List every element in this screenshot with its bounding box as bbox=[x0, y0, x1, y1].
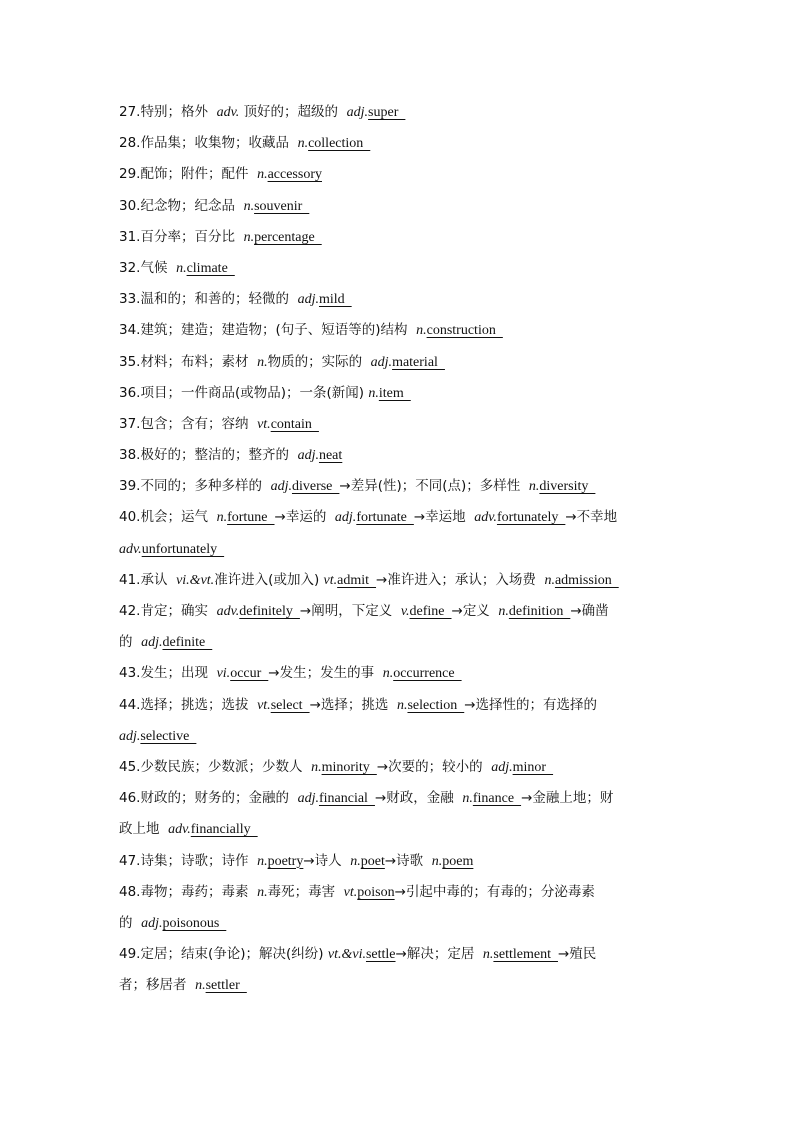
answer-word: poison bbox=[357, 884, 395, 900]
part-of-speech: n. bbox=[257, 853, 268, 869]
entry-number: 49. bbox=[119, 946, 141, 963]
part-of-speech: n. bbox=[257, 884, 268, 900]
entry-number: 43. bbox=[119, 665, 141, 682]
chinese-definition: 准许进入(或加入) bbox=[214, 571, 320, 588]
chinese-definition: 选择；挑选 bbox=[320, 696, 389, 713]
arrow: → bbox=[299, 603, 312, 619]
entry-number: 38. bbox=[119, 447, 141, 464]
entry-number: 44. bbox=[119, 696, 141, 713]
answer-word: occur bbox=[230, 666, 269, 682]
chinese-definition: 引起中毒的；有毒的；分泌毒素 bbox=[405, 883, 595, 900]
part-of-speech: adj. bbox=[141, 915, 163, 931]
arrow: → bbox=[521, 790, 533, 807]
chinese-definition: 差异(性)；不同(点)；多样性 bbox=[350, 478, 521, 495]
arrow: → bbox=[339, 478, 351, 495]
entry-line bbox=[119, 128, 679, 159]
entry-number: 27. bbox=[119, 104, 141, 120]
part-of-speech: n. bbox=[528, 479, 540, 495]
chinese-definition: 配饰；附件；配件 bbox=[140, 166, 249, 183]
answer-word: select bbox=[270, 697, 310, 713]
part-of-speech: adj. bbox=[346, 105, 369, 120]
entry-number: 32. bbox=[119, 259, 141, 276]
chinese-definition: 项目；一件商品(或物品)；一条(新闻) bbox=[140, 384, 365, 401]
spacer bbox=[235, 229, 244, 245]
entry-line bbox=[119, 97, 679, 128]
chinese-definition: 作品集；收集物；收藏品 bbox=[140, 135, 289, 152]
entry-line bbox=[119, 347, 679, 378]
part-of-speech: n. bbox=[216, 510, 228, 526]
entry-line bbox=[119, 627, 679, 658]
spacer bbox=[474, 946, 483, 962]
part-of-speech: vt. bbox=[323, 572, 338, 588]
entry-line bbox=[119, 409, 679, 440]
entry-line bbox=[119, 534, 679, 565]
answer-word: settlement bbox=[493, 947, 558, 963]
entry-number: 30. bbox=[119, 197, 141, 214]
part-of-speech: adj. bbox=[270, 479, 292, 495]
answer-word: contain bbox=[270, 416, 319, 432]
spacer bbox=[248, 354, 257, 370]
answer-word: percentage bbox=[254, 229, 322, 245]
spacer bbox=[133, 915, 142, 931]
part-of-speech: n. bbox=[257, 354, 268, 370]
entry-line bbox=[119, 721, 679, 752]
part-of-speech: n. bbox=[297, 136, 309, 152]
spacer bbox=[262, 478, 271, 494]
entry-number: 42. bbox=[119, 603, 141, 619]
arrow: → bbox=[309, 696, 321, 713]
spacer bbox=[374, 665, 383, 681]
answer-word: accessory bbox=[267, 167, 322, 183]
answer-word: settler bbox=[205, 978, 247, 994]
answer-word: finance bbox=[472, 791, 522, 807]
chinese-definition: 确凿 bbox=[581, 603, 609, 619]
entry-line bbox=[119, 191, 679, 222]
chinese-definition: 百分率；百分比 bbox=[140, 228, 235, 245]
part-of-speech: vi. bbox=[216, 666, 231, 682]
chinese-definition: 毒物；毒药；毒素 bbox=[140, 883, 249, 900]
spacer bbox=[466, 509, 475, 525]
part-of-speech: adj. bbox=[370, 354, 393, 370]
chinese-definition: 诗人 bbox=[314, 852, 342, 869]
chinese-definition: 顶好的；超级的 bbox=[243, 104, 339, 120]
chinese-definition: 包含；含有；容纳 bbox=[140, 415, 249, 432]
entry-number: 36. bbox=[119, 384, 141, 401]
spacer bbox=[208, 603, 217, 619]
chinese-definition: 特别；格外 bbox=[140, 104, 208, 120]
spacer bbox=[483, 759, 492, 775]
part-of-speech: vt. bbox=[257, 416, 271, 432]
part-of-speech: vt.&vi. bbox=[327, 947, 366, 963]
arrow: → bbox=[395, 946, 407, 963]
chinese-definition: 定义 bbox=[462, 603, 490, 619]
entry-number: 45. bbox=[119, 758, 141, 775]
chinese-definition: 解决；定居 bbox=[406, 946, 475, 963]
answer-word: fortunately bbox=[496, 510, 566, 526]
part-of-speech: n. bbox=[176, 260, 187, 276]
answer-word: diverse bbox=[291, 479, 340, 495]
chinese-definition: 选择；挑选；选拔 bbox=[140, 696, 249, 713]
part-of-speech: adv. bbox=[168, 822, 191, 838]
spacer bbox=[208, 104, 217, 120]
chinese-definition: 温和的；和善的；轻微的 bbox=[140, 291, 289, 308]
chinese-definition: 气候 bbox=[140, 259, 168, 276]
answer-word: definite bbox=[162, 635, 213, 651]
part-of-speech: n. bbox=[368, 385, 379, 401]
entry-number: 28. bbox=[119, 135, 141, 152]
answer-word: material bbox=[392, 354, 445, 370]
entry-line bbox=[119, 565, 679, 596]
entry-number: 34. bbox=[119, 322, 141, 339]
chinese-definition: 承认 bbox=[140, 571, 168, 588]
answer-word: fortunate bbox=[356, 510, 414, 526]
entry-line bbox=[119, 690, 679, 721]
entry-number: 47. bbox=[119, 852, 141, 869]
answer-word: poetry bbox=[267, 853, 304, 869]
entry-number: 48. bbox=[119, 883, 141, 900]
part-of-speech: n. bbox=[311, 759, 322, 775]
chinese-definition: 物质的；实际的 bbox=[267, 353, 363, 370]
answer-word: financially bbox=[190, 822, 258, 838]
part-of-speech: n. bbox=[257, 167, 268, 183]
answer-word: definition bbox=[508, 604, 571, 619]
chinese-definition: 建筑；建造；建造物；(句子、短语等的)结构 bbox=[140, 322, 408, 339]
part-of-speech: adj. bbox=[141, 635, 163, 651]
chinese-definition: 毒死；毒害 bbox=[267, 883, 336, 900]
part-of-speech: n. bbox=[482, 947, 494, 963]
entry-number: 35. bbox=[119, 353, 141, 370]
entry-line bbox=[119, 752, 679, 783]
chinese-definition: 机会；运气 bbox=[140, 509, 208, 526]
chinese-definition: 幸运的 bbox=[285, 509, 327, 526]
spacer bbox=[248, 853, 257, 869]
answer-word: poet bbox=[360, 853, 385, 869]
part-of-speech: adj. bbox=[119, 728, 141, 744]
spacer bbox=[362, 354, 371, 370]
entry-line bbox=[119, 908, 679, 939]
part-of-speech: n. bbox=[243, 229, 255, 245]
entry-number: 33. bbox=[119, 291, 141, 308]
chinese-definition: 财政的；财务的；金融的 bbox=[140, 790, 289, 807]
entry-line bbox=[119, 159, 679, 190]
part-of-speech: n. bbox=[396, 697, 408, 713]
answer-word: climate bbox=[186, 260, 235, 276]
part-of-speech: adj. bbox=[297, 791, 319, 807]
entry-line bbox=[119, 596, 679, 627]
chinese-definition: 不幸地 bbox=[576, 509, 618, 526]
chinese-definition: 政上地 bbox=[119, 821, 160, 838]
answer-word: fortune bbox=[227, 510, 275, 526]
chinese-definition: 次要的；较小的 bbox=[388, 758, 483, 775]
answer-word: definitely bbox=[239, 604, 300, 619]
spacer bbox=[338, 104, 347, 120]
arrow: → bbox=[376, 571, 388, 588]
part-of-speech: n. bbox=[416, 323, 427, 339]
arrow: → bbox=[376, 758, 389, 775]
chinese-definition: 少数民族；少数派；少数人 bbox=[140, 758, 303, 775]
chinese-definition: 发生；发生的事 bbox=[279, 665, 375, 682]
spacer bbox=[133, 634, 142, 650]
part-of-speech: adj. bbox=[297, 292, 319, 308]
answer-word: admission bbox=[554, 572, 619, 588]
entry-line bbox=[119, 970, 679, 1001]
entry-line bbox=[119, 783, 679, 814]
part-of-speech: adv. bbox=[474, 510, 497, 526]
part-of-speech: adv. bbox=[216, 105, 240, 120]
chinese-definition: 选择性的；有选择的 bbox=[475, 696, 598, 713]
answer-word: neat bbox=[318, 448, 343, 464]
chinese-definition: 金融上地；财 bbox=[532, 790, 614, 807]
arrow: → bbox=[413, 509, 426, 526]
chinese-definition: 纪念物；纪念品 bbox=[140, 197, 235, 214]
answer-word: mild bbox=[318, 292, 352, 308]
spacer bbox=[302, 759, 311, 775]
spacer bbox=[289, 291, 298, 307]
part-of-speech: n. bbox=[462, 791, 473, 807]
entry-number: 31. bbox=[119, 228, 141, 245]
chinese-definition: 准许进入；承认；入场费 bbox=[387, 571, 536, 588]
spacer bbox=[289, 790, 298, 806]
part-of-speech: n. bbox=[382, 666, 394, 682]
answer-word: define bbox=[409, 604, 452, 619]
arrow: → bbox=[557, 946, 570, 963]
arrow: → bbox=[274, 509, 286, 526]
answer-word: financial bbox=[318, 791, 375, 807]
part-of-speech: n. bbox=[544, 572, 555, 588]
spacer bbox=[423, 853, 432, 869]
arrow: → bbox=[464, 696, 476, 713]
answer-word: unfortunately bbox=[141, 541, 225, 557]
entry-line bbox=[119, 253, 679, 284]
chinese-definition: 财政，金融 bbox=[386, 790, 454, 807]
spacer bbox=[520, 478, 529, 494]
answer-word: selection bbox=[407, 697, 465, 713]
entry-line bbox=[119, 315, 679, 346]
part-of-speech: vt. bbox=[343, 884, 358, 900]
chinese-definition: 材料；布料；素材 bbox=[140, 353, 249, 370]
answer-word: poem bbox=[442, 853, 474, 869]
answer-word: admit bbox=[337, 572, 377, 588]
part-of-speech: n. bbox=[243, 198, 255, 214]
arrow: → bbox=[394, 883, 406, 900]
entry-line bbox=[119, 939, 679, 970]
entry-number: 41. bbox=[119, 571, 141, 588]
chinese-definition: 殖民 bbox=[569, 946, 597, 963]
entry-number: 40. bbox=[119, 509, 141, 526]
chinese-definition: 肯定；确实 bbox=[140, 603, 208, 619]
arrow: → bbox=[268, 665, 280, 682]
entry-line bbox=[119, 814, 679, 845]
arrow: → bbox=[384, 852, 397, 869]
answer-word: selective bbox=[140, 728, 197, 744]
chinese-definition: 的 bbox=[119, 914, 133, 931]
answer-word: super bbox=[368, 105, 406, 120]
chinese-definition: 阐明，下定义 bbox=[311, 603, 393, 619]
spacer bbox=[248, 697, 257, 713]
part-of-speech: adv. bbox=[216, 604, 240, 619]
part-of-speech: adj. bbox=[334, 510, 357, 526]
spacer bbox=[235, 198, 244, 214]
entry-number: 37. bbox=[119, 415, 141, 432]
entry-line bbox=[119, 877, 679, 908]
entry-line bbox=[119, 222, 679, 253]
spacer bbox=[248, 416, 257, 432]
spacer bbox=[335, 884, 344, 900]
entry-line bbox=[119, 502, 679, 533]
entry-line bbox=[119, 440, 679, 471]
arrow: → bbox=[565, 509, 577, 526]
part-of-speech: n. bbox=[350, 853, 361, 869]
spacer bbox=[342, 853, 351, 869]
spacer bbox=[248, 884, 257, 900]
answer-word: poisonous bbox=[162, 915, 227, 931]
entry-number: 46. bbox=[119, 790, 141, 807]
chinese-definition: 定居；结束(争论)；解决(纠纷) bbox=[140, 946, 324, 963]
chinese-definition: 诗歌 bbox=[396, 852, 424, 869]
vocabulary-list bbox=[119, 97, 679, 1001]
spacer bbox=[187, 977, 196, 993]
answer-word: collection bbox=[308, 136, 371, 152]
part-of-speech: vt. bbox=[257, 697, 271, 713]
part-of-speech: vi.&vt. bbox=[176, 572, 215, 588]
part-of-speech: n. bbox=[195, 978, 206, 994]
entry-line bbox=[119, 658, 679, 689]
entry-line bbox=[119, 846, 679, 877]
entry-number: 29. bbox=[119, 166, 141, 183]
part-of-speech: adv. bbox=[119, 541, 142, 557]
spacer bbox=[167, 572, 176, 588]
spacer bbox=[167, 260, 176, 276]
answer-word: diversity bbox=[539, 479, 596, 495]
spacer bbox=[392, 603, 401, 619]
arrow: → bbox=[451, 603, 463, 619]
part-of-speech: n. bbox=[498, 604, 509, 619]
chinese-definition: 极好的；整洁的；整齐的 bbox=[140, 447, 289, 464]
spacer bbox=[408, 322, 417, 338]
answer-word: souvenir bbox=[254, 198, 310, 214]
answer-word: settle bbox=[365, 947, 396, 963]
part-of-speech: adj. bbox=[297, 448, 319, 464]
chinese-definition: 诗集；诗歌；诗作 bbox=[140, 852, 249, 869]
spacer bbox=[208, 665, 217, 681]
chinese-definition: 发生；出现 bbox=[140, 665, 208, 682]
spacer bbox=[160, 821, 169, 837]
chinese-definition: 不同的；多种多样的 bbox=[140, 478, 262, 495]
part-of-speech: n. bbox=[431, 853, 443, 869]
spacer bbox=[326, 509, 335, 525]
chinese-definition: 者；移居者 bbox=[119, 977, 187, 994]
answer-word: construction bbox=[426, 323, 503, 339]
part-of-speech: v. bbox=[400, 604, 410, 619]
answer-word: item bbox=[378, 385, 411, 401]
answer-word: minor bbox=[512, 759, 554, 775]
answer-word: minority bbox=[321, 759, 377, 775]
arrow: → bbox=[303, 852, 315, 869]
spacer bbox=[248, 166, 257, 182]
arrow: → bbox=[570, 603, 582, 619]
entry-line bbox=[119, 471, 679, 502]
arrow: → bbox=[374, 790, 387, 807]
entry-number: 39. bbox=[119, 478, 141, 495]
spacer bbox=[208, 509, 217, 525]
spacer bbox=[388, 697, 397, 713]
chinese-definition: 的 bbox=[119, 634, 133, 651]
spacer bbox=[289, 135, 298, 151]
part-of-speech: adj. bbox=[491, 759, 513, 775]
entry-line bbox=[119, 284, 679, 315]
answer-word: occurrence bbox=[393, 666, 462, 682]
spacer bbox=[289, 447, 298, 463]
chinese-definition: 幸运地 bbox=[425, 509, 466, 526]
entry-line bbox=[119, 378, 679, 409]
